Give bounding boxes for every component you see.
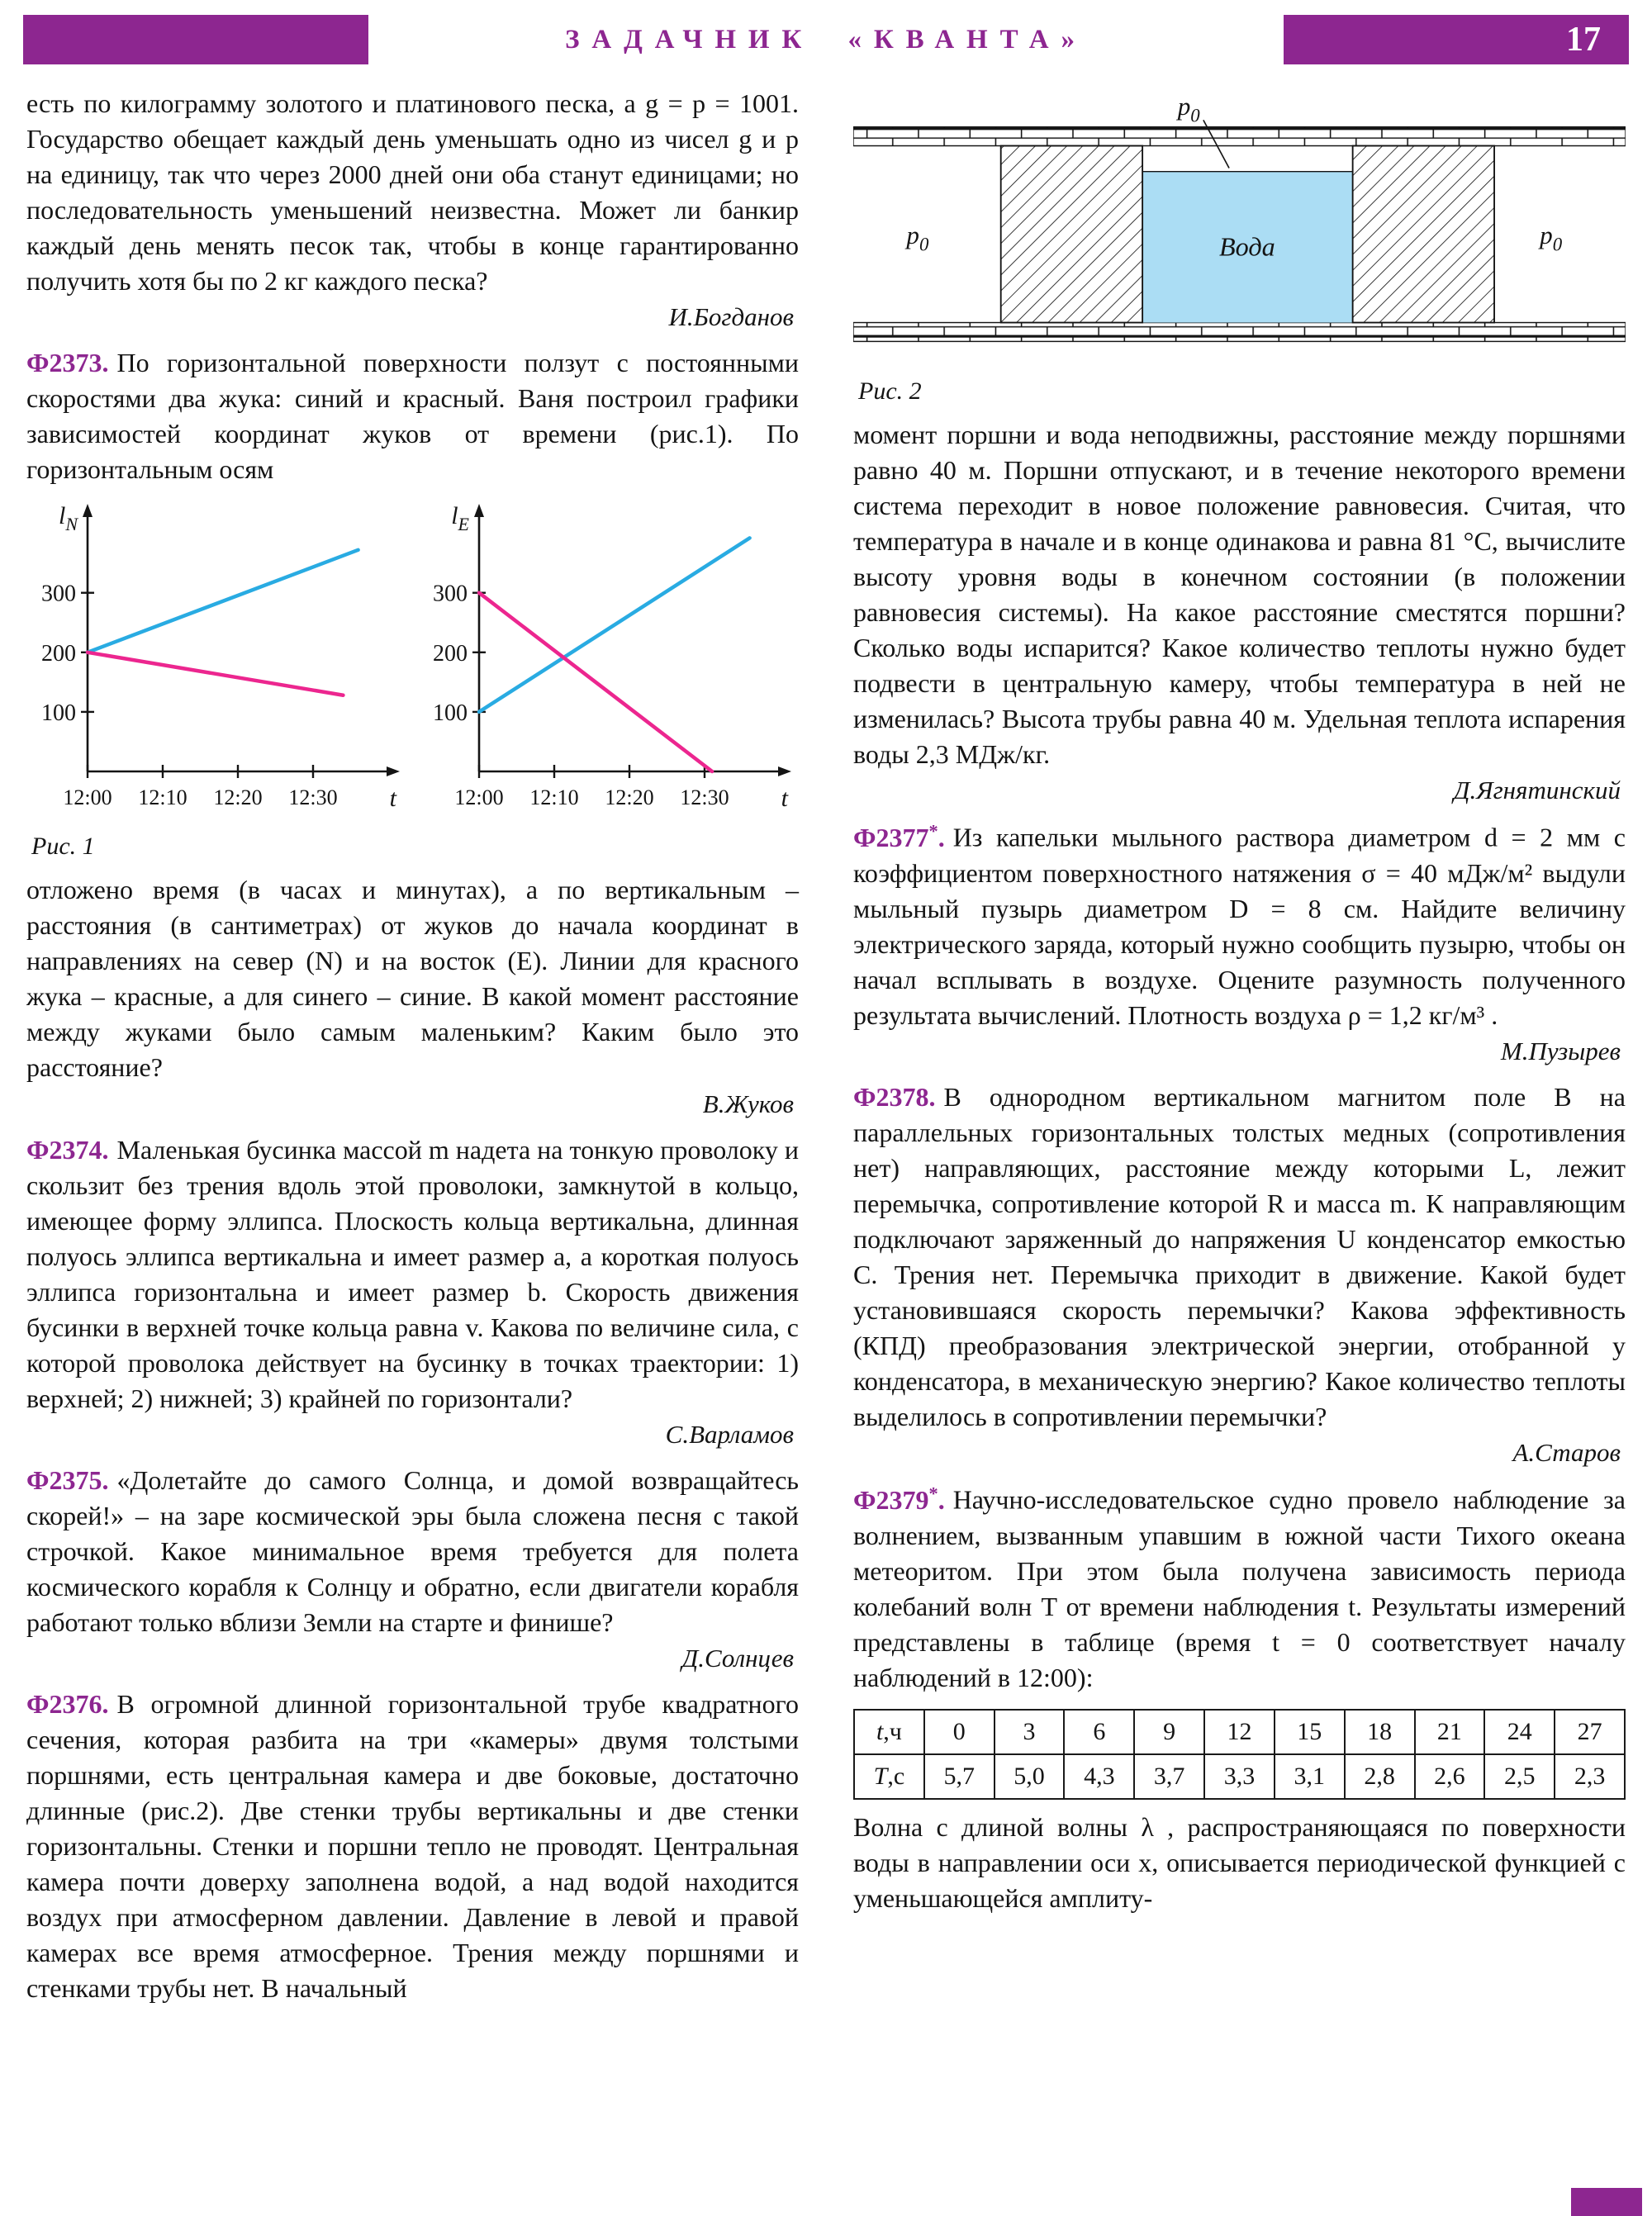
problem-number: Ф2375. xyxy=(26,1464,109,1495)
left-column xyxy=(26,86,799,2006)
right-piston xyxy=(1353,146,1494,323)
tube-diagram xyxy=(853,91,1626,376)
problem-text: В огромной длинной горизонтальной трубе квадратного сечения, которая разбита на три «камеры» двумя толстыми поршнями, есть центральная камера и две боковые, достаточно длинные (рис.2). Две стенки трубы вертикальны и две стенки горизонтальны. Стенки и поршни тепло не проводят. Центральная камера почти доверху заполнена водой, а над водой находится воздух при атмосферном давлении. Давление в левой и правой камерах все время атмосферное. Трения между поршнями и стенками трубы нет. В начальный xyxy=(26,1688,799,2004)
series-line xyxy=(88,652,343,695)
author-line: Д.Солнцев xyxy=(681,1643,794,1673)
problem-f2376 xyxy=(26,1687,799,2006)
x-axis-label: t xyxy=(389,785,396,813)
x-tick-label: 12:20 xyxy=(213,785,263,810)
problem-number-dot: . xyxy=(938,1485,945,1516)
table-cell: 2,8 xyxy=(1345,1754,1415,1799)
x-tick-label: 12:10 xyxy=(138,785,188,810)
table-cell: 5,7 xyxy=(924,1754,995,1799)
table-row xyxy=(854,1710,1625,1754)
problem-number xyxy=(853,820,945,852)
page-header xyxy=(23,15,1629,64)
table-row-header: t,ч xyxy=(854,1710,924,1754)
problem-f2377 xyxy=(853,819,1626,1033)
y-tick-label: 200 xyxy=(41,641,76,667)
problem-number: Ф2373. xyxy=(26,348,109,378)
table-cell: 0 xyxy=(924,1710,995,1754)
left-piston xyxy=(1001,146,1142,323)
table-cell: 3,7 xyxy=(1134,1754,1204,1799)
pressure-symbol: p xyxy=(1177,92,1191,121)
problem-text: Из капельки мыльного раствора диаметром d = 2 мм с коэффициентом поверхностного натяжения σ = 40 мДж/м² выдули мыльный пузырь диаметром D = 8 см. Найдите величину электрического заряда, который нужно сообщить пузырю, чтобы он начал всплывать в воздухе. Оцените разумность полученного результата вычислений. Плотность воздуха ρ = 1,2 кг/м³ . xyxy=(853,822,1626,1031)
author-line: В.Жуков xyxy=(702,1089,794,1118)
author-line: А.Старов xyxy=(1512,1438,1621,1468)
table-cell: 6 xyxy=(1064,1710,1134,1754)
y-tick-label: 300 xyxy=(41,581,76,608)
y-tick-label: 300 xyxy=(433,581,468,608)
y-axis-arrow xyxy=(83,504,93,517)
problem-number: Ф2374. xyxy=(26,1134,109,1165)
author-line: И.Богданов xyxy=(668,302,794,332)
bug-coordinate-chart xyxy=(418,499,795,831)
y-tick-label: 200 xyxy=(433,641,468,667)
problem-number-dot: . xyxy=(938,822,945,852)
problem-text: В однородном вертикальном магнитом поле B на параллельных горизонтальных толстых медных (сопротивления нет) направляющих, расстояние между которыми L, лежит перемычка, сопротивление которой R и масса m. К направляющим подключают заряженный до напряжения U конденсатор емкостью C. Трения нет. Перемычка приходит в движение. Какой будет установившаяся скорость перемычки? Какова эффективность (КПД) преобразования электрической энергии, отобранной у конденсатора, в механическую энергию? Какое количество теплоты выделилось в сопротивлении перемычки? xyxy=(853,1082,1626,1432)
page-corner-mark xyxy=(1571,2188,1642,2216)
page-number: 17 xyxy=(1566,21,1601,59)
section-title: ЗАДАЧНИК «КВАНТА» xyxy=(565,24,1087,55)
y-axis-label: $l_N$ xyxy=(58,502,78,535)
series-line xyxy=(479,593,712,771)
problem-f2373 xyxy=(26,345,799,487)
author-line: М.Пузырев xyxy=(1500,1037,1621,1066)
problem-f2373-continued: отложено время (в часах и минутах), а по вертикальным – расстояния (в сантиметрах) от жуков до начала координат в направлениях на север (N) и на восток (E). Линии для красного жука – красные, а для синего – синие. В какой момент расстояние между жуками было самым маленьким? Каким было это расстояние? xyxy=(26,875,799,1083)
problem-number-star: * xyxy=(928,820,938,842)
x-tick-label: 12:30 xyxy=(288,785,338,810)
pressure-subscript: 0 xyxy=(919,234,929,255)
x-tick-label: 12:00 xyxy=(63,785,112,810)
problem-number-text: Ф2379 xyxy=(853,1485,929,1516)
problem-text: По горизонтальной поверхности ползут с постоянными скоростями два жука: синий и красный. Ваня построил графики зависимостей координат жуков от времени (рис.1). По горизонтальным осям xyxy=(26,348,799,485)
y-tick-label: 100 xyxy=(41,700,76,727)
two-column-body xyxy=(26,86,1626,2006)
table-row-header: T,с xyxy=(854,1754,924,1799)
problem-f2375 xyxy=(26,1463,799,1640)
pressure-label-top xyxy=(1176,92,1201,126)
table-cell: 3 xyxy=(995,1710,1065,1754)
problem-number-star: * xyxy=(928,1483,938,1504)
pressure-symbol: p xyxy=(906,220,919,249)
problem-number: Ф2376. xyxy=(26,1688,109,1719)
problem-text: Научно-исследовательское судно провело наблюдение за волнением, вызванным упавшим в южной части Тихого океана метеоритом. При этом была получена зависимость периода колебаний волн T от времени наблюдения t. Результаты измерений представлены в таблице (время t = 0 соответствует началу наблюдений в 12:00): xyxy=(853,1485,1626,1693)
figure-2-caption: Рис. 2 xyxy=(858,377,922,405)
table-cell: 9 xyxy=(1134,1710,1204,1754)
table-cell: 21 xyxy=(1415,1710,1485,1754)
problem-text: Маленькая бусинка массой m надета на тонкую проволоку и скользит без трения вдоль этой проволоки, замкнутой в кольцо, имеющее форму эллипса. Плоскость кольца вертикальна, длинная полуось эллипса вертикальна и имеет размер a, а короткая полуось эллипса горизонтальна и имеет размер b. Скорость движения бусинки в верхней точке кольца равна v. Какова по величине сила, с которой проволока действует на бусинку в точках траектории: 1) верхней; 2) нижней; 3) крайней по горизонтали? xyxy=(26,1134,799,1413)
problem-number-text: Ф2377 xyxy=(853,822,929,852)
tube-bottom-wall xyxy=(853,323,1626,342)
author-line: Д.Ягнятинский xyxy=(1453,776,1621,805)
water-label: Вода xyxy=(1218,231,1275,262)
author-line: С.Варламов xyxy=(665,1419,794,1449)
problem-f2374 xyxy=(26,1132,799,1416)
figure-1-caption: Рис. 1 xyxy=(31,833,95,861)
x-tick-label: 12:30 xyxy=(680,785,729,810)
bug-coordinate-chart xyxy=(26,499,403,831)
figure-1 xyxy=(26,499,799,861)
table-cell: 3,3 xyxy=(1204,1754,1275,1799)
table-cell: 5,0 xyxy=(995,1754,1065,1799)
figure-2 xyxy=(853,91,1626,406)
table-cell: 24 xyxy=(1484,1710,1555,1754)
chart-east-coordinate xyxy=(418,499,795,831)
y-tick-label: 100 xyxy=(433,700,468,727)
right-column xyxy=(853,86,1626,2006)
figure-1-charts xyxy=(26,499,799,831)
table-row xyxy=(854,1754,1625,1799)
header-bar-left xyxy=(23,15,368,64)
pressure-subscript: 0 xyxy=(1190,105,1200,126)
table-cell: 3,1 xyxy=(1275,1754,1345,1799)
problem-number xyxy=(853,1485,945,1515)
problem-text: «Долетайте до самого Солнца, и домой возвращайтесь скорей!» – на заре космической эры была сложена песня с такой строчкой. Какое минимальное время требуется для полета космического корабля к Солнцу и обратно, если двигатели корабля работают только вблизи Земли на старте и финише? xyxy=(26,1464,799,1637)
problem-f2379 xyxy=(853,1481,1626,1696)
table-cell: 12 xyxy=(1204,1710,1275,1754)
table-cell: 18 xyxy=(1345,1710,1415,1754)
header-bar-right xyxy=(1284,15,1629,64)
chart-north-coordinate xyxy=(26,499,403,831)
x-axis-arrow xyxy=(387,766,400,776)
x-axis-label: t xyxy=(781,785,788,813)
x-tick-label: 12:00 xyxy=(454,785,504,810)
wave-period-table xyxy=(853,1709,1626,1800)
table-cell: 2,3 xyxy=(1555,1754,1625,1799)
x-axis-arrow xyxy=(778,766,791,776)
table-cell: 2,5 xyxy=(1484,1754,1555,1799)
problem-number: Ф2378. xyxy=(853,1082,936,1113)
x-tick-label: 12:20 xyxy=(605,785,654,810)
table-cell: 27 xyxy=(1555,1710,1625,1754)
pressure-label-left xyxy=(904,221,929,254)
y-axis-arrow xyxy=(474,504,484,517)
y-axis-label: $l_E$ xyxy=(451,502,469,535)
problem-f2378 xyxy=(853,1080,1626,1435)
intro-continuation-text: есть по килограмму золотого и платинового песка, а g = p = 1001. Государство обещает каждый день уменьшать одно из чисел g и p на единицу, так что через 2000 дней они оба станут единицами; но последовательность уменьшений неизвестна. Может ли банкир каждый день менять песок так, чтобы в конце гарантированно получить хотя бы по 2 кг каждого песка? xyxy=(26,88,799,297)
header-bar-center xyxy=(368,15,1284,64)
problem-f2379-continued: Волна с длиной волны λ , распространяющаяся по поверхности воды в направлении оси x, описывается периодической функцией с уменьшающейся амплиту- xyxy=(853,1812,1626,1914)
tube-top-wall xyxy=(853,127,1626,146)
x-tick-label: 12:10 xyxy=(529,785,579,810)
pressure-label-right xyxy=(1538,221,1563,254)
table-cell: 2,6 xyxy=(1415,1754,1485,1799)
table-cell: 4,3 xyxy=(1064,1754,1134,1799)
problem-f2376-continued: момент поршни и вода неподвижны, расстояние между поршнями равно 40 м. Поршни отпускают, и в течение некоторого времени система переходит в новое положение равновесия. Считая, что температура в начале и в конце одинакова и равна 81 °C, вычислите высоту уровня воды в конечном состоянии (в положении равновесия системы). На какое расстояние сместятся поршни? Сколько воды испарится? Какое количество теплоты нужно будет подвести в центральную камеру, чтобы температура в ней не изменилась? Высота трубы равна 40 м. Удельная теплота испарения воды 2,3 МДж/кг. xyxy=(853,420,1626,770)
table-cell: 15 xyxy=(1275,1710,1345,1754)
pressure-subscript: 0 xyxy=(1552,234,1563,255)
series-line xyxy=(88,550,358,652)
pressure-symbol: p xyxy=(1540,220,1553,249)
